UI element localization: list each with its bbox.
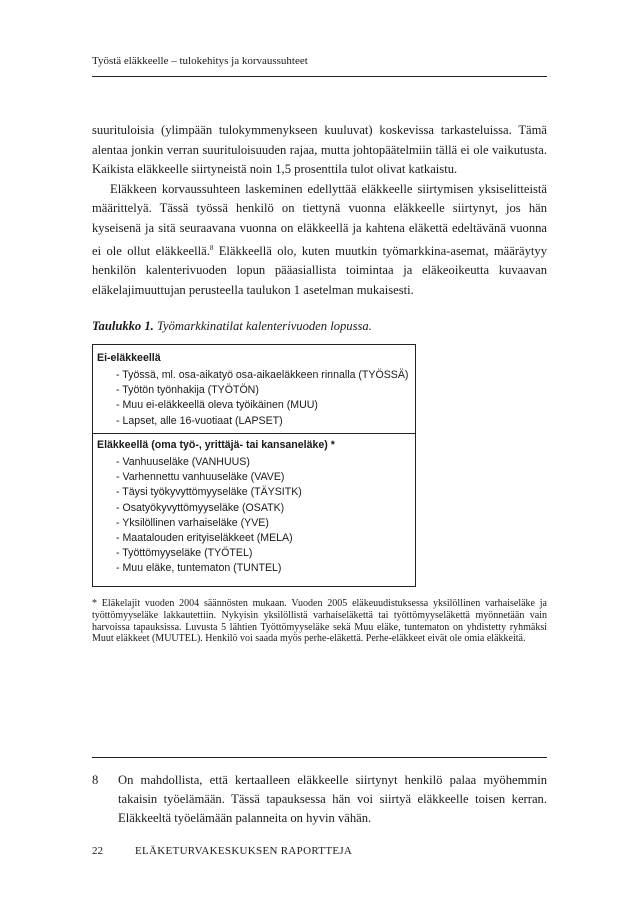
group-list	[93, 368, 415, 429]
table-caption-label: Taulukko 1.	[92, 319, 154, 333]
table-caption-text: Työmarkkinatilat kalenterivuoden lopussa.	[153, 319, 372, 333]
list-item: - Lapset, alle 16-vuotiaat (LAPSET)	[116, 414, 283, 427]
running-header: Työstä eläkkeelle – tulokehitys ja korvaussuhteet	[92, 55, 308, 67]
group-heading: Ei-eläkkeellä	[97, 352, 161, 364]
footnote-divider	[92, 757, 547, 758]
publication-name: ELÄKETURVAKESKUKSEN RAPORTTEJA	[135, 845, 353, 857]
group-heading: Eläkkeellä (oma työ-, yrittäjä- tai kansaneläke) *	[97, 439, 335, 451]
paragraph-text: Eläkkeen korvaussuhteen laskeminen edellyttää eläkkeelle siirtymisen yksiselitteistä määrittelyä. Tässä työssä henkilö on tiettynä vuonna eläkkeelle siirtynyt, jos hän kyseisenä ja sitä seuraavana vuonna on eläkkeellä ja kahtena eläkettä edeltävänä vuonna ei ole ollut eläkkeellä.	[92, 181, 547, 258]
table-caption	[92, 319, 547, 334]
list-item: - Muu eläke, tuntematon (TUNTEL)	[116, 562, 282, 575]
body-text	[92, 121, 547, 301]
list-item: - Varhennettu vanhuuseläke (VAVE)	[116, 471, 285, 484]
footnote	[92, 771, 547, 828]
paragraph	[92, 180, 547, 301]
header-divider	[92, 76, 547, 77]
list-item: - Työttömyyseläke (TYÖTEL)	[116, 547, 253, 560]
footnote-number: 8	[92, 773, 99, 787]
table-note: * Eläkelajit vuoden 2004 säännösten mukaan. Vuoden 2005 eläkeuudistuksessa yksilöllinen varhaiseläke ja työttömyyseläke lakkautettiin. Nykyisin yksilöllistä varhaiseläkettä tai työttömyyseläkettä myönnetään vain harvoissa tapauksissa. Luvusta 5 lähtien Työttömyyseläke sekä Muu eläke, tuntematon on yhdistetty ryhmäksi Muut eläkkeet (MUUTEL). Henkilö voi saada myös perhe-eläkettä. Perhe-eläkkeet eivät ole omia eläkkeitä.	[92, 598, 547, 645]
list-item: - Yksilöllinen varhaiseläke (YVE)	[116, 516, 269, 529]
page-footer	[92, 845, 352, 857]
group-list	[93, 455, 415, 577]
footnote-reference: 8	[209, 243, 214, 252]
table-group-not-retired	[92, 344, 416, 434]
list-item: - Työssä, ml. osa-aikatyö osa-aikaeläkkeen rinnalla (TYÖSSÄ)	[116, 369, 409, 381]
list-item: - Osatyökyvyttömyyseläke (OSATK)	[116, 501, 285, 514]
list-item: - Työtön työnhakija (TYÖTÖN)	[116, 384, 259, 397]
list-item: - Vanhuuseläke (VANHUUS)	[116, 456, 250, 468]
footnote-text: On mahdollista, että kertaalleen eläkkeelle siirtynyt henkilö palaa myöhemmin takaisin työelämään. Tässä tapauksessa hän voi siirtyä eläkkeelle toisen kerran. Eläkkeeltä työelämään palanneita on hyvin vähän.	[118, 773, 547, 825]
table-group-retired	[92, 432, 416, 587]
page-number: 22	[92, 845, 103, 857]
paragraph-text: Eläkkeellä olo, kuten muutkin työmarkkina-asemat, määräytyy henkilön kalenterivuoden lopun pääasiallista toimintaa ja eläkeoikeutta kuvaavan eläkelajimuuttujan perusteella taulukon 1 asetelman mukaisesti.	[92, 243, 548, 297]
list-item: - Maatalouden erityiseläkkeet (MELA)	[116, 532, 293, 545]
paragraph: suurituloisia (ylimpään tulokymmenykseen kuuluvat) koskevissa tarkasteluissa. Tämä alentaa jonkin verran suurituloisuuden rajaa, mutta johtopäätelmiin tällä ei ole vaikutusta. Kaikista eläkkeelle siirtyneistä noin 1,5 prosenttila tulot olivat katkaistu.	[92, 123, 547, 177]
list-item: - Muu ei-eläkkeellä oleva työikäinen (MUU)	[116, 399, 318, 412]
list-item: - Täysi työkyvyttömyyseläke (TÄYSITK)	[116, 486, 302, 499]
